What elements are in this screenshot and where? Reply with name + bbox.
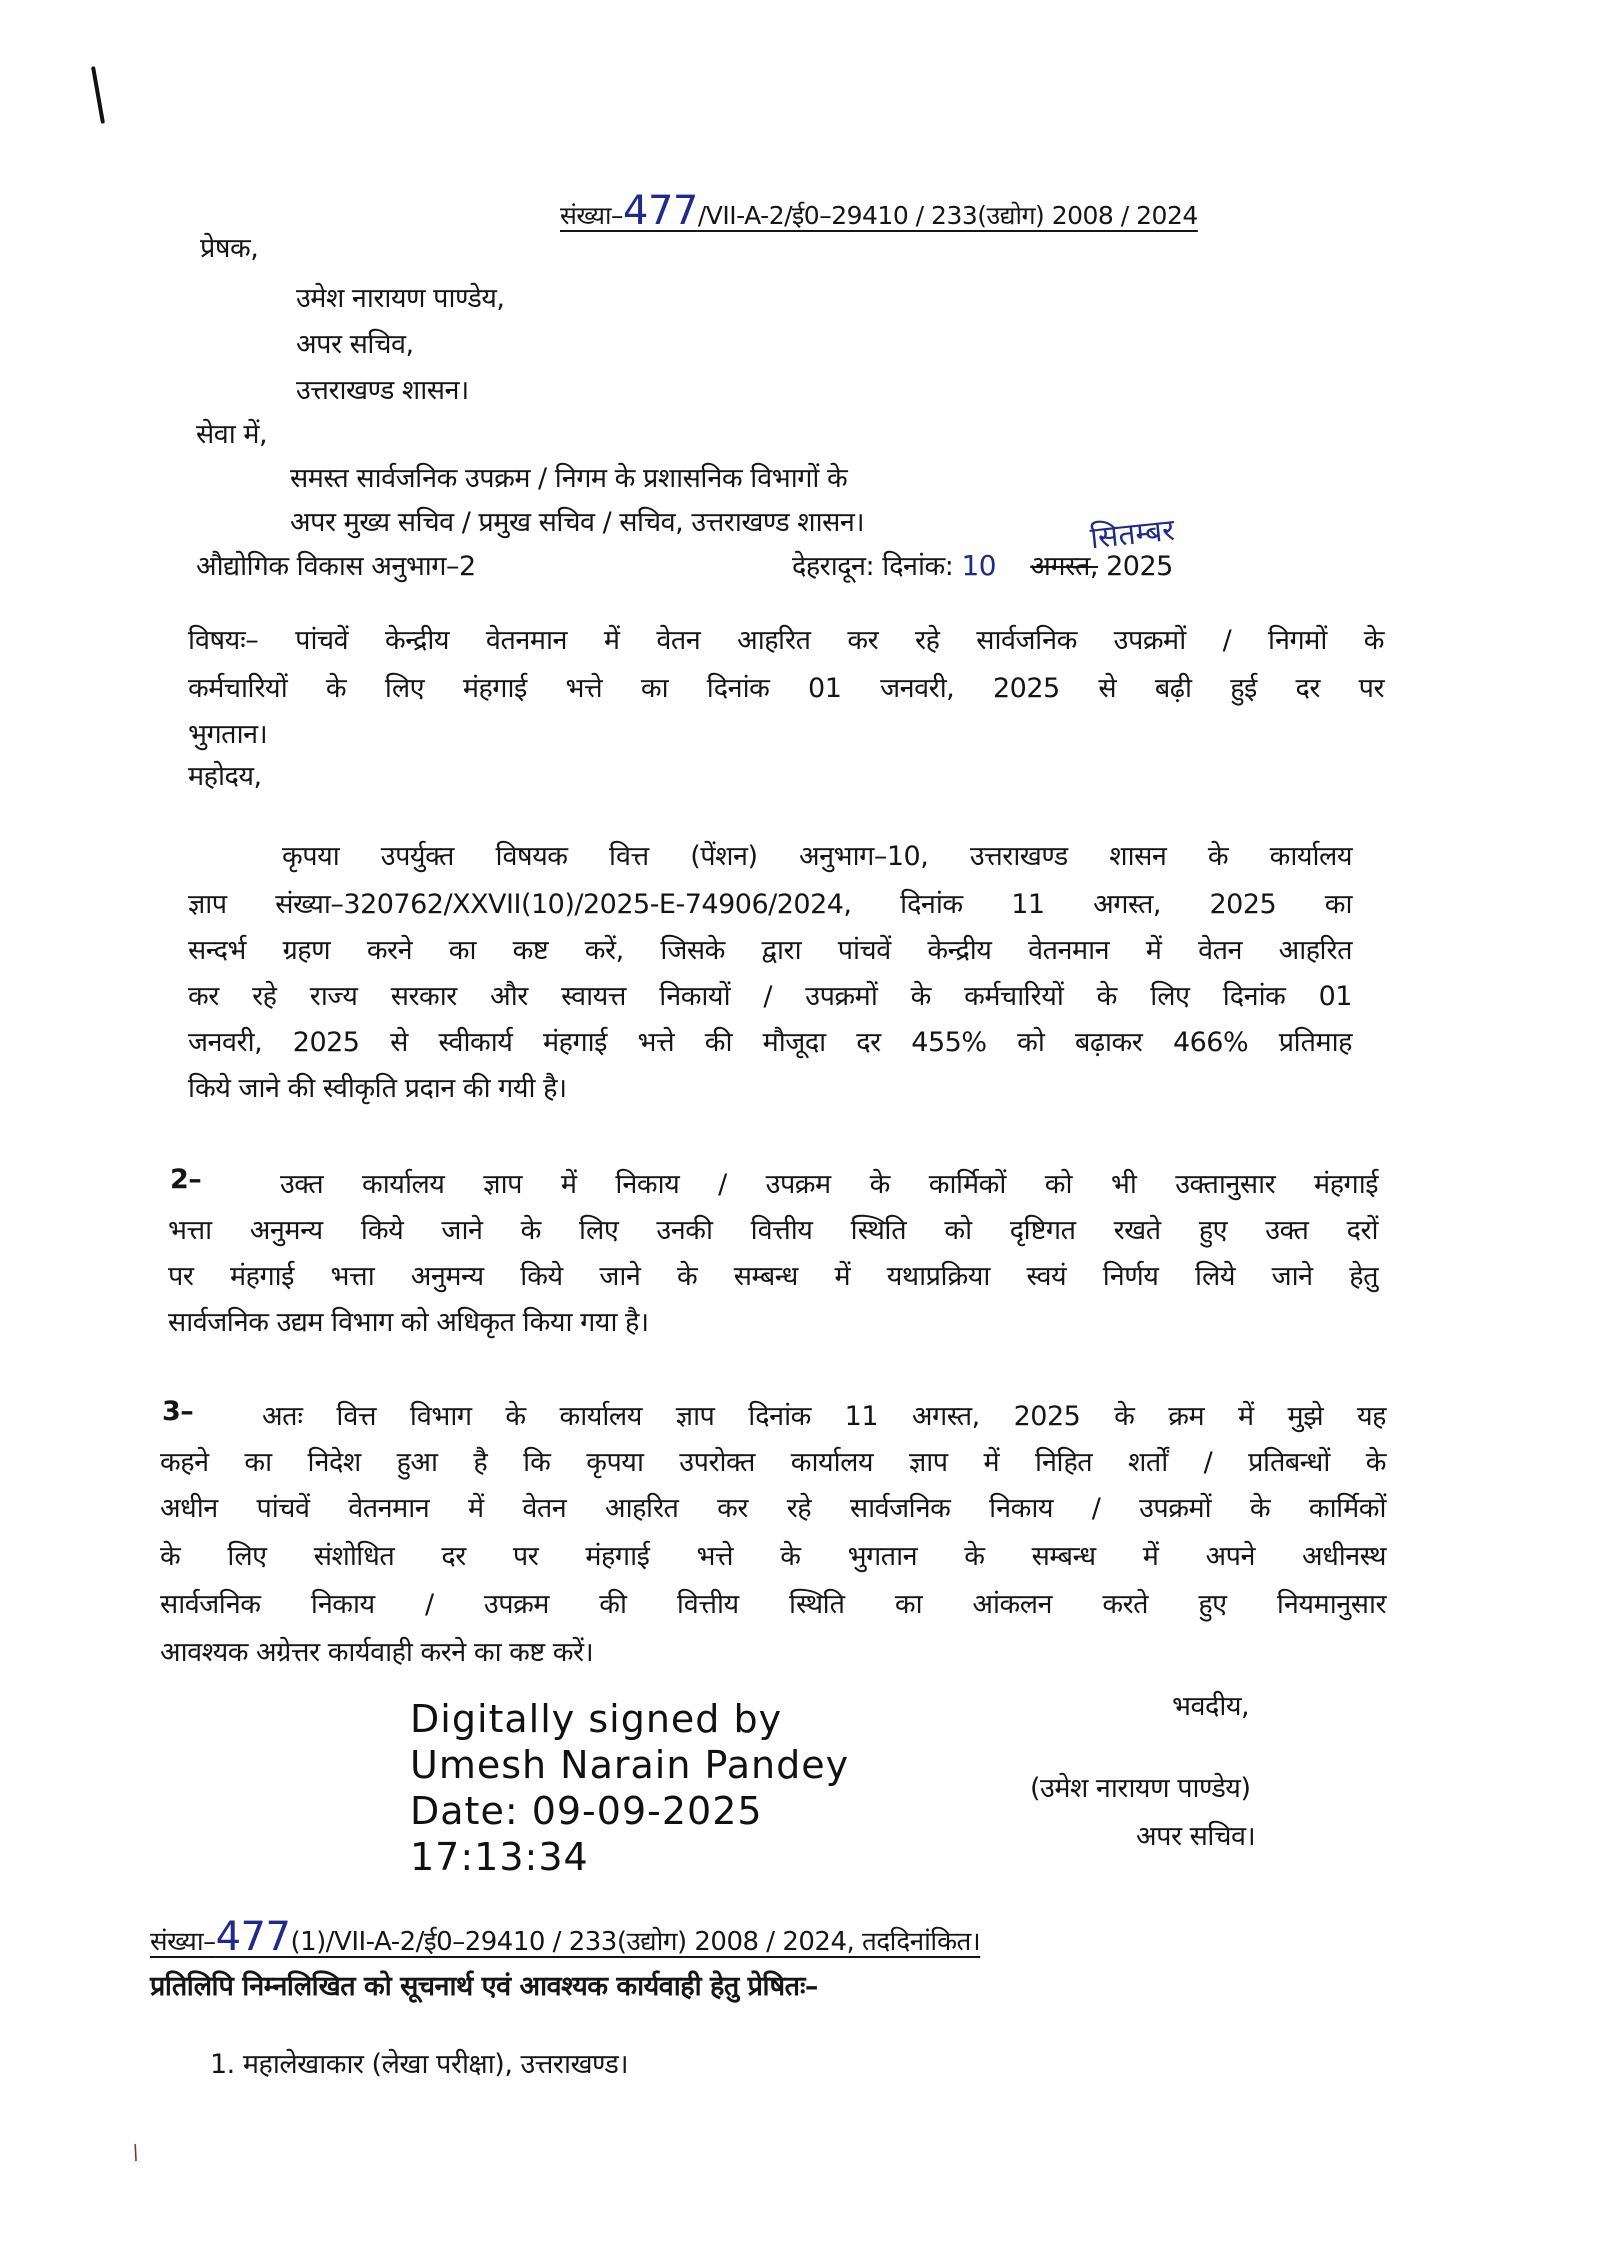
para3-number: 3– xyxy=(162,1396,194,1427)
recipient-line-2: अपर मुख्य सचिव / प्रमुख सचिव / सचिव, उत्तराखण्ड शासन। xyxy=(290,507,865,538)
digital-signature xyxy=(410,1696,849,1880)
copy-reference-prefix: संख्या– xyxy=(150,1927,216,1957)
para2-line-2: भत्ता अनुमन्य किये जाने के लिए उनकी वित्तीय स्थिति को दृष्टिगत रखते हुए उक्त दरों xyxy=(168,1215,1378,1246)
para3-line-4: के लिए संशोधित दर पर मंहगाई भत्ते के भुगतान के सम्बन्ध में अपने अधीनस्थ xyxy=(160,1541,1386,1572)
para2-line-3: पर मंहगाई भत्ता अनुमन्य किये जाने के सम्बन्ध में यथाप्रक्रिया स्वयं निर्णय लिये जाने हेतु xyxy=(168,1261,1378,1292)
para3-line-1: अतः वित्त विभाग के कार्यालय ज्ञाप दिनांक 11 अगस्त, 2025 के क्रम में मुझे यह xyxy=(262,1401,1386,1432)
struck-month: अगस्त, xyxy=(1030,551,1098,582)
sender-name: उमेश नारायण पाण्डेय, xyxy=(296,283,505,314)
digital-signature-line-3: Date: 09-09-2025 xyxy=(410,1789,763,1833)
para3-line-3: अधीन पांचवें वेतनमान में वेतन आहरित कर रहे सार्वजनिक निकाय / उपक्रमों के कार्मिकों xyxy=(160,1493,1386,1524)
sender-label: प्रेषक, xyxy=(200,233,259,264)
copy-item-1: 1. महालेखाकार (लेखा परीक्षा), उत्तराखण्ड। xyxy=(210,2049,629,2080)
subject-line-1: विषयः– पांचवें केन्द्रीय वेतनमान में वेतन आहरित कर रहे सार्वजनिक उपक्रमों / निगमों के xyxy=(188,625,1384,656)
handwritten-reference-number: 477 xyxy=(623,188,698,234)
para3-line-2: कहने का निदेश हुआ है कि कृपया उपरोक्त कार्यालय ज्ञाप में निहित शर्तों / प्रतिबन्धों के xyxy=(160,1447,1386,1478)
digital-signature-line-2: Umesh Narain Pandey xyxy=(410,1743,850,1787)
para1-line-2: ज्ञाप संख्या–320762/XXVII(10)/2025-E-74906/2024, दिनांक 11 अगस्त, 2025 का xyxy=(188,889,1352,920)
copy-intro: प्रतिलिपि निम्नलिखित को सूचनार्थ एवं आवश्यक कार्यवाही हेतु प्रेषितः– xyxy=(150,1971,818,2002)
place-date-label: देहरादून: दिनांक: xyxy=(792,551,954,582)
para2-line-4: सार्वजनिक उद्यम विभाग को अधिकृत किया गया है। xyxy=(168,1307,649,1338)
signatory-name: (उमेश नारायण पाण्डेय) xyxy=(1030,1773,1251,1804)
copy-reference-number xyxy=(150,1914,980,1960)
sender-office: उत्तराखण्ड शासन। xyxy=(296,375,469,406)
recipient-label: सेवा में, xyxy=(196,419,268,450)
sender-designation: अपर सचिव, xyxy=(296,329,414,360)
handwritten-tick-mark: / xyxy=(128,2139,143,2165)
handwritten-day: 10 xyxy=(961,549,997,582)
subject-line-2: कर्मचारियों के लिए मंहगाई भत्ते का दिनांक 01 जनवरी, 2025 से बढ़ी हुई दर पर xyxy=(188,673,1384,704)
closing: भवदीय, xyxy=(1172,1691,1250,1722)
handwritten-stroke-mark xyxy=(91,66,105,124)
para1-line-4: कर रहे राज्य सरकार और स्वायत्त निकायों / उपक्रमों के कर्मचारियों के लिए दिनांक 01 xyxy=(188,981,1352,1012)
para2-line-1: उक्त कार्यालय ज्ञाप में निकाय / उपक्रम के कार्मिकों को भी उक्तानुसार मंहगाई xyxy=(280,1169,1378,1200)
recipient-line-1: समस्त सार्वजनिक उपक्रम / निगम के प्रशासनिक विभागों के xyxy=(290,463,848,494)
copy-handwritten-number: 477 xyxy=(215,1914,291,1960)
para2-number: 2– xyxy=(170,1164,202,1195)
para1-line-6: किये जाने की स्वीकृति प्रदान की गयी है। xyxy=(188,1073,567,1104)
section-name: औद्योगिक विकास अनुभाग–2 xyxy=(196,551,476,582)
digital-signature-line-4: 17:13:34 xyxy=(410,1835,589,1879)
reference-prefix: संख्या– xyxy=(560,201,624,230)
digital-signature-line-1: Digitally signed by xyxy=(410,1697,783,1741)
reference-number xyxy=(560,188,1198,234)
year: 2025 xyxy=(1106,551,1173,582)
para1-line-1: कृपया उपर्युक्त विषयक वित्त (पेंशन) अनुभाग–10, उत्तराखण्ड शासन के कार्यालय xyxy=(282,841,1352,872)
handwritten-month: सितम्बर xyxy=(1088,512,1177,557)
para3-line-5: सार्वजनिक निकाय / उपक्रम की वित्तीय स्थिति का आंकलन करते हुए नियमानुसार xyxy=(160,1589,1386,1620)
subject-line-3: भुगतान। xyxy=(188,719,268,750)
para3-line-6: आवश्यक अग्रेत्तर कार्यवाही करने का कष्ट करें। xyxy=(160,1637,594,1668)
copy-reference-suffix: (1)/VII-A-2/ई0–29410 / 233(उद्योग) 2008 / 2024, तददिनांकित। xyxy=(290,1927,981,1957)
reference-suffix: /VII-A-2/ई0–29410 / 233(उद्योग) 2008 / 2024 xyxy=(697,201,1198,230)
signatory-designation: अपर सचिव। xyxy=(1136,1821,1256,1852)
para1-line-3: सन्दर्भ ग्रहण करने का कष्ट करें, जिसके द्वारा पांचवें केन्द्रीय वेतनमान में वेतन आहरित xyxy=(188,935,1352,966)
para1-line-5: जनवरी, 2025 से स्वीकार्य मंहगाई भत्ते की मौजूदा दर 455% को बढ़ाकर 466% प्रतिमाह xyxy=(188,1027,1352,1058)
salutation: महोदय, xyxy=(188,761,262,792)
